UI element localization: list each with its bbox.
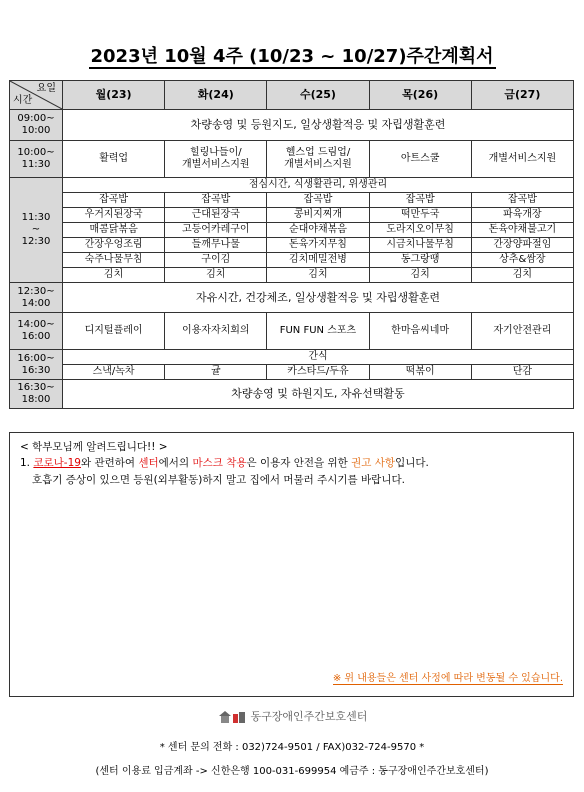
menu-cell: 도라지오이무침 <box>369 223 471 238</box>
corner-cell <box>10 81 63 110</box>
menu-cell: 김치 <box>267 268 369 283</box>
notice-text-part: 에서의 <box>158 457 193 470</box>
menu-cell: 동그랑땡 <box>369 253 471 268</box>
notice-heading: < 학부모님께 알려드립니다!! > <box>20 441 168 453</box>
menu-cell: 김치 <box>471 268 573 283</box>
menu-cell: 돈육가지무침 <box>267 238 369 253</box>
notice-text-part: 입니다. <box>395 457 429 470</box>
time-cell: 10:00~ 11:30 <box>10 141 63 178</box>
day-header-wed: 수(25) <box>267 81 369 110</box>
menu-cell: 간장양파절임 <box>471 238 573 253</box>
activity-cell: 자기안전관리 <box>471 313 573 350</box>
menu-cell: 잡곡밥 <box>63 193 165 208</box>
center-logo <box>0 708 584 726</box>
covid-text: 코로나-19 <box>33 457 81 470</box>
notice-text-part: 은 이용자 안전을 위한 <box>246 457 352 470</box>
house-logo-icon <box>217 709 247 726</box>
activity-cell: 한마음씨네마 <box>369 313 471 350</box>
day-header-mon: 월(23) <box>63 81 165 110</box>
corner-day-label: 요일 <box>36 83 56 94</box>
activity-cell: 이용자자치회의 <box>165 313 267 350</box>
activity-cell: 개별서비스지원 <box>471 141 573 178</box>
corner-time-label: 시간 <box>13 95 33 106</box>
time-cell: 11:30 ~ 12:30 <box>10 178 63 283</box>
menu-cell: 잡곡밥 <box>471 193 573 208</box>
activity-cell: 디지털플레이 <box>63 313 165 350</box>
day-header-tue: 화(24) <box>165 81 267 110</box>
menu-cell: 들깨무나물 <box>165 238 267 253</box>
menu-cell: 김치메밀전병 <box>267 253 369 268</box>
time-cell: 12:30~ 14:00 <box>10 283 63 313</box>
notice-item-number: 1. <box>20 457 31 470</box>
menu-cell: 숙주나물무침 <box>63 253 165 268</box>
snack-cell: 카스타드/두유 <box>267 365 369 380</box>
page-title: 2023년 10월 4주 (10/23 ~ 10/27)주간계획서 <box>90 46 494 67</box>
snack-cell: 떡볶이 <box>369 365 471 380</box>
snack-cell: 스낵/녹차 <box>63 365 165 380</box>
menu-cell: 김치 <box>63 268 165 283</box>
notice-text-part: 와 관련하여 <box>80 457 139 470</box>
menu-cell: 잡곡밥 <box>369 193 471 208</box>
snack-cell: 귤 <box>165 365 267 380</box>
menu-cell: 우거지된장국 <box>63 208 165 223</box>
mask-text: 마스크 착용 <box>192 457 247 470</box>
weekly-plan-table <box>9 80 574 409</box>
notice-footnote: ※ 위 내용들은 센터 사정에 따라 변동될 수 있습니다. <box>332 673 563 684</box>
menu-cell: 김치 <box>369 268 471 283</box>
activity-merged: 자유시간, 건강체조, 일상생활적응 및 자립생활훈련 <box>63 283 574 313</box>
menu-cell: 매콤닭볶음 <box>63 223 165 238</box>
activity-merged: 차량송영 및 하원지도, 자유선택활동 <box>63 380 574 409</box>
recommend-text: 권고 사항 <box>351 457 396 470</box>
menu-cell: 김치 <box>165 268 267 283</box>
menu-cell: 상추&쌈장 <box>471 253 573 268</box>
activity-cell: 헬스업 드림업/ 개별서비스지원 <box>267 141 369 178</box>
time-cell: 16:00~ 16:30 <box>10 350 63 380</box>
notice-text <box>20 439 429 488</box>
menu-cell: 떡만두국 <box>369 208 471 223</box>
activity-merged: 차량송영 및 등원지도, 일상생활적응 및 자립생활훈련 <box>63 110 574 141</box>
lunch-header: 점심시간, 식생활관리, 위생관리 <box>63 178 574 193</box>
notice-line-2: 호흡기 증상이 있으면 등원(외부활동)하지 말고 집에서 머물러 주시기를 바랍니다. <box>32 473 405 486</box>
bank-info: (센터 이용료 입금계좌 -> 신한은행 100-031-699954 예금주 : 동구장애인주간보호센터) <box>95 766 489 777</box>
menu-cell: 잡곡밥 <box>165 193 267 208</box>
activity-cell: 활력업 <box>63 141 165 178</box>
menu-cell: 시금치나물무침 <box>369 238 471 253</box>
snack-header: 간식 <box>63 350 574 365</box>
day-header-thu: 목(26) <box>369 81 471 110</box>
menu-cell: 구이김 <box>165 253 267 268</box>
org-name: 동구장애인주간보호센터 <box>250 710 368 723</box>
time-cell: 14:00~ 16:00 <box>10 313 63 350</box>
contact-info: * 센터 문의 전화 : 032)724-9501 / FAX)032-724-9570 * <box>159 742 425 753</box>
menu-cell: 고등어카레구이 <box>165 223 267 238</box>
center-text: 센터 <box>138 457 159 470</box>
menu-cell: 콩비지찌개 <box>267 208 369 223</box>
menu-cell: 근대된장국 <box>165 208 267 223</box>
menu-cell: 잡곡밥 <box>267 193 369 208</box>
activity-cell: FUN FUN 스포츠 <box>267 313 369 350</box>
menu-cell: 파육개장 <box>471 208 573 223</box>
snack-cell: 단감 <box>471 365 573 380</box>
notice-box <box>9 432 574 697</box>
activity-cell: 힐링나들이/ 개별서비스지원 <box>165 141 267 178</box>
notice-line-1 <box>20 455 429 471</box>
activity-cell: 아트스쿨 <box>369 141 471 178</box>
menu-cell: 돈육야채불고기 <box>471 223 573 238</box>
time-cell: 09:00~ 10:00 <box>10 110 63 141</box>
menu-cell: 간장우엉조림 <box>63 238 165 253</box>
time-cell: 16:30~ 18:00 <box>10 380 63 409</box>
day-header-fri: 금(27) <box>471 81 573 110</box>
menu-cell: 순대야채볶음 <box>267 223 369 238</box>
